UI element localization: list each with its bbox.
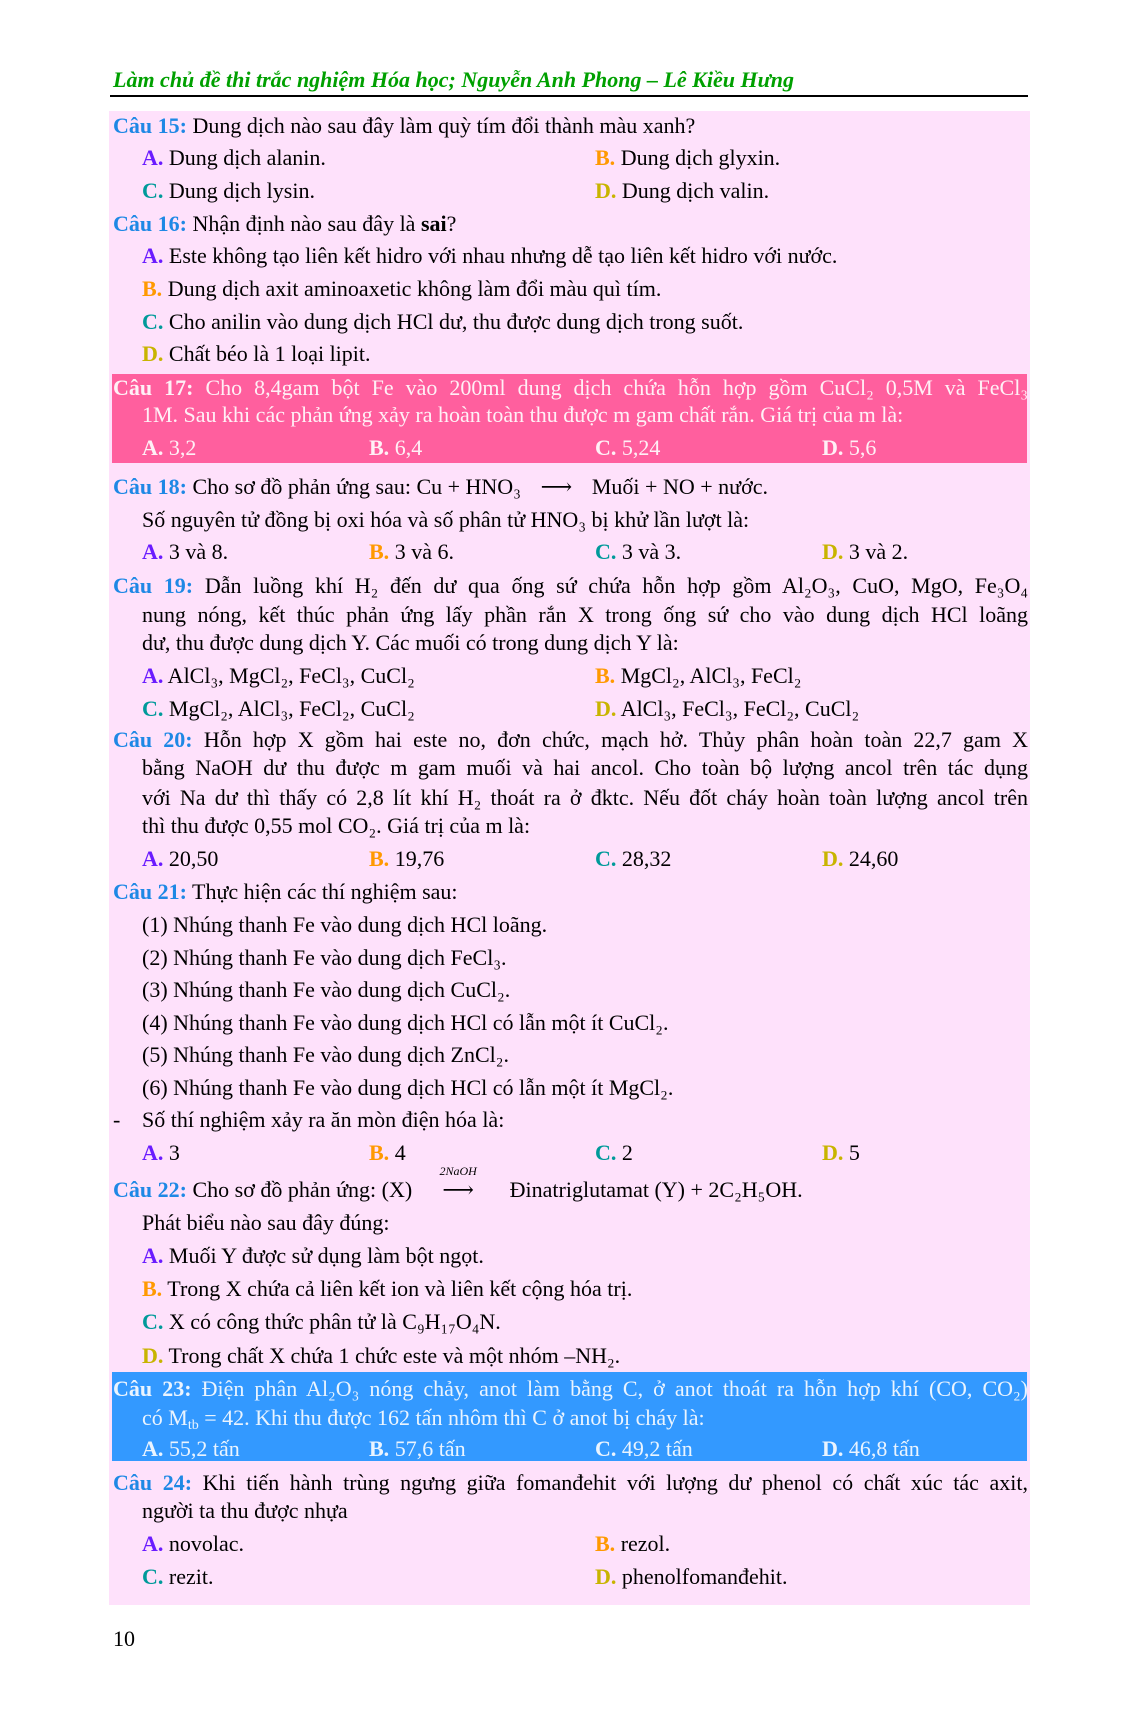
q22-option-b: [142, 1273, 632, 1305]
q23-option-d: [822, 1433, 920, 1465]
option-key: B.: [369, 1140, 390, 1165]
option-key: B.: [369, 846, 390, 871]
question-label: Câu 15:: [113, 113, 187, 138]
option-key: C.: [595, 435, 617, 460]
option-text: 5,6: [843, 435, 877, 460]
q18-stem-line-2: Số nguyên tử đồng bị oxi hóa và số phân tử HNO₃ bị khử lần lượt là:: [142, 507, 750, 532]
option-key: D.: [595, 696, 617, 721]
q19-option-a: [142, 660, 415, 692]
option-text: rezol.: [615, 1531, 671, 1556]
option-key: A.: [142, 846, 164, 871]
q19-stem-line-1: [113, 570, 1028, 602]
option-text: 3 và 3.: [616, 539, 682, 564]
option-text: 46,8 tấn: [843, 1436, 920, 1461]
option-text: X có công thức phân tử là C₉H₁₇O₄N.: [163, 1309, 501, 1334]
q18-option-b: [369, 536, 454, 568]
option-key: D.: [822, 539, 844, 564]
q16-option-b: [142, 273, 661, 305]
option-key: A.: [142, 1436, 164, 1461]
option-key: D.: [822, 1140, 844, 1165]
reaction-arrow: [412, 1164, 504, 1206]
option-text: Cho anilin vào dung dịch HCl dư, thu được dung dịch trong suốt.: [163, 309, 744, 334]
option-key: C.: [142, 178, 164, 203]
q15-option-b: [595, 142, 780, 174]
question-text: Cho sơ đồ phản ứng: (X): [186, 1177, 413, 1202]
q20-option-b: [369, 843, 444, 875]
option-key: D.: [142, 341, 164, 366]
q23-option-b: [369, 1433, 466, 1465]
option-text: 20,50: [163, 846, 219, 871]
q23-stem-line-1: [113, 1373, 1028, 1405]
q18-option-d: [822, 536, 908, 568]
option-text: Chất béo là 1 loại lipit.: [163, 341, 371, 366]
question-text: Nhận định nào sau đây là: [186, 211, 421, 236]
reaction-arrow-icon: ⟶: [540, 474, 573, 499]
q17-stem-line-2: 1M. Sau khi các phản ứng xảy ra hoàn toàn thu được m gam chất rắn. Giá trị của m là:: [142, 402, 904, 427]
q15-stem: [113, 110, 695, 142]
running-header: Làm chủ đề thi trắc nghiệm Hóa học; Nguyễn Anh Phong – Lê Kiều Hưng: [113, 67, 794, 92]
q21-option-d: [822, 1137, 860, 1169]
option-text: 3 và 6.: [389, 539, 454, 564]
q22-stem-line-2: Phát biểu nào sau đây đúng:: [142, 1210, 390, 1235]
question-text: Điện phân Al₂O₃ nóng chảy, anot làm bằng C, ở anot thoát ra hỗn hợp khí (CO, CO₂): [191, 1376, 1029, 1401]
option-text: Dung dịch valin.: [616, 178, 770, 203]
q18-option-a: [142, 536, 228, 568]
option-text: 5: [843, 1140, 860, 1165]
option-text: 3 và 8.: [163, 539, 229, 564]
option-text: novolac.: [163, 1531, 245, 1556]
q20-option-d: [822, 843, 898, 875]
option-text: 28,32: [616, 846, 672, 871]
q17-option-b: [369, 432, 422, 464]
question-label: Câu 19:: [113, 573, 194, 598]
question-label: Câu 24:: [113, 1470, 193, 1495]
option-key: C.: [595, 1436, 617, 1461]
option-key: D.: [822, 435, 844, 460]
question-text: Cho 8,4gam bột Fe vào 200ml dung dịch chứa hỗn hợp gồm CuCl₂ 0,5M và FeCl₃: [193, 375, 1029, 400]
option-text: Dung dịch alanin.: [163, 145, 326, 170]
q24-option-a: [142, 1528, 244, 1560]
option-key: C.: [142, 1564, 164, 1589]
question-text: Hỗn hợp X gồm hai este no, đơn chức, mạch hở. Thủy phân hoàn toàn 22,7 gam X: [192, 727, 1028, 752]
q16-stem: [113, 208, 456, 240]
q21-item: (6) Nhúng thanh Fe vào dung dịch HCl có lẫn một ít MgCl₂.: [142, 1075, 674, 1100]
q21-item: (4) Nhúng thanh Fe vào dung dịch HCl có lẫn một ít CuCl₂.: [142, 1010, 669, 1035]
option-key: A.: [142, 435, 164, 460]
q19-stem-line-2: nung nóng, kết thúc phản ứng lấy phần rắn X trong ống sứ cho vào dung dịch HCl loãng: [142, 602, 1028, 627]
q15-option-c: [142, 175, 315, 207]
option-key: B.: [595, 145, 616, 170]
q20-stem-line-4: thì thu được 0,55 mol CO₂. Giá trị của m là:: [142, 813, 531, 838]
question-text: = 42. Khi thu được 162 tấn nhôm thì C ở anot bị cháy là:: [198, 1405, 705, 1430]
option-text: Muối Y được sử dụng làm bột ngọt.: [163, 1243, 484, 1268]
q17-option-d: [822, 432, 876, 464]
option-key: C.: [595, 539, 617, 564]
option-key: A.: [142, 1243, 164, 1268]
option-key: C.: [142, 309, 164, 334]
option-text: Dung dịch axit aminoaxetic không làm đổi màu quì tím.: [162, 276, 662, 301]
question-label: Câu 16:: [113, 211, 187, 236]
q15-option-d: [595, 175, 769, 207]
q18-option-c: [595, 536, 681, 568]
option-text: Dung dịch lysin.: [163, 178, 315, 203]
option-text: AlCl₃, FeCl₃, FeCl₂, CuCl₂: [616, 696, 860, 721]
q22-stem: [113, 1164, 803, 1206]
option-text: 3: [163, 1140, 180, 1165]
option-key: B.: [595, 1531, 616, 1556]
q15-option-a: [142, 142, 326, 174]
option-key: B.: [142, 1276, 163, 1301]
question-label: Câu 21:: [113, 879, 187, 904]
q20-option-c: [595, 843, 671, 875]
option-text: 19,76: [389, 846, 445, 871]
question-text: Muối + NO + nước.: [586, 474, 768, 499]
option-key: B.: [595, 663, 616, 688]
option-text: Trong chất X chứa 1 chức este và một nhóm –NH₂.: [163, 1343, 621, 1368]
q21-item: (5) Nhúng thanh Fe vào dung dịch ZnCl₂.: [142, 1042, 509, 1067]
question-label: Câu 18:: [113, 474, 187, 499]
option-text: 49,2 tấn: [616, 1436, 693, 1461]
q23-option-a: [142, 1433, 240, 1465]
option-key: D.: [595, 178, 617, 203]
q24-stem-line-2: người ta thu được nhựa: [142, 1498, 348, 1523]
q21-item: (1) Nhúng thanh Fe vào dung dịch HCl loãng.: [142, 912, 548, 937]
question-text: Đinatriglutamat (Y) + 2C₂H₅OH.: [504, 1177, 803, 1202]
page-number: 10: [113, 1626, 135, 1651]
q17-option-c: [595, 432, 660, 464]
arrow-label: 2NaOH: [439, 1164, 477, 1178]
option-text: Este không tạo liên kết hidro với nhau nhưng dễ tạo liên kết hidro với nước.: [163, 243, 838, 268]
option-text: 55,2 tấn: [163, 1436, 240, 1461]
option-text: 2: [616, 1140, 633, 1165]
q22-option-c: [142, 1306, 501, 1338]
q21-bullet: -: [113, 1107, 121, 1132]
option-key: A.: [142, 1140, 164, 1165]
option-key: A.: [142, 1531, 164, 1556]
q23-option-c: [595, 1433, 693, 1465]
q22-option-d: [142, 1340, 620, 1372]
q22-option-a: [142, 1240, 484, 1272]
option-text: 3,2: [163, 435, 197, 460]
option-key: D.: [142, 1343, 164, 1368]
question-text: có M: [142, 1405, 188, 1430]
q21-item: (3) Nhúng thanh Fe vào dung dịch CuCl₂.: [142, 977, 511, 1002]
option-key: D.: [822, 1436, 844, 1461]
q20-option-a: [142, 843, 218, 875]
q19-option-b: [595, 660, 801, 692]
q21-item: (2) Nhúng thanh Fe vào dung dịch FeCl₃.: [142, 945, 507, 970]
q21-option-c: [595, 1137, 633, 1169]
q21-option-a: [142, 1137, 180, 1169]
option-key: C.: [595, 1140, 617, 1165]
q19-stem-line-3: dư, thu được dung dịch Y. Các muối có trong dung dịch Y là:: [142, 630, 679, 655]
q19-option-d: [595, 693, 859, 725]
q24-option-d: [595, 1561, 787, 1593]
q23-stem-line-2: [142, 1402, 705, 1434]
option-text: 4: [389, 1140, 406, 1165]
question-emphasis: sai: [420, 211, 447, 236]
option-key: D.: [822, 846, 844, 871]
header-rule: [110, 95, 1028, 97]
option-text: MgCl₂, AlCl₃, FeCl₂: [615, 663, 802, 688]
option-key: D.: [595, 1564, 617, 1589]
q16-option-a: [142, 240, 837, 272]
option-text: 3 và 2.: [843, 539, 909, 564]
q16-option-d: [142, 338, 371, 370]
q21-option-b: [369, 1137, 406, 1169]
question-label: Câu 23:: [113, 1376, 192, 1401]
option-text: 5,24: [616, 435, 661, 460]
option-key: C.: [595, 846, 617, 871]
q21-stem: [113, 876, 458, 908]
option-text: AlCl₃, MgCl₂, FeCl₃, CuCl₂: [163, 663, 415, 688]
subscript: tb: [187, 1418, 199, 1433]
option-text: Trong X chứa cả liên kết ion và liên kết cộng hóa trị.: [162, 1276, 633, 1301]
question-text: Khi tiến hành trùng ngưng giữa fomanđehit với lượng dư phenol có chất xúc tác axit,: [192, 1470, 1028, 1495]
q19-option-c: [142, 693, 415, 725]
question-label: Câu 20:: [113, 727, 193, 752]
option-key: A.: [142, 663, 164, 688]
q16-option-c: [142, 306, 743, 338]
option-key: C.: [142, 696, 164, 721]
option-key: B.: [369, 435, 390, 460]
reaction-arrow-icon: ⟶: [442, 1177, 474, 1202]
q24-option-b: [595, 1528, 670, 1560]
question-text: Cho sơ đồ phản ứng sau: Cu + HNO₃: [186, 474, 527, 499]
option-key: A.: [142, 243, 164, 268]
q21-question: Số thí nghiệm xảy ra ăn mòn điện hóa là:: [142, 1107, 505, 1132]
option-text: phenolfomanđehit.: [616, 1564, 788, 1589]
option-text: 24,60: [843, 846, 899, 871]
option-text: 57,6 tấn: [389, 1436, 466, 1461]
option-key: A.: [142, 539, 164, 564]
question-text: Thực hiện các thí nghiệm sau:: [186, 879, 458, 904]
option-key: C.: [142, 1309, 164, 1334]
option-text: rezit.: [163, 1564, 214, 1589]
q18-stem: [113, 471, 768, 503]
q20-stem-line-3: với Na dư thì thấy có 2,8 lít khí H₂ thoát ra ở đktc. Nếu đốt cháy hoàn toàn lượng ancol trên: [142, 785, 1028, 810]
question-text: Dung dịch nào sau đây làm quỳ tím đổi thành màu xanh?: [186, 113, 696, 138]
option-key: B.: [142, 276, 163, 301]
question-text: ?: [446, 211, 457, 236]
question-text: Dẫn luồng khí H₂ đến dư qua ống sứ chứa hỗn hợp gồm Al₂O₃, CuO, MgO, Fe₃O₄: [193, 573, 1029, 598]
option-text: 6,4: [389, 435, 423, 460]
question-label: Câu 22:: [113, 1177, 187, 1202]
question-label: Câu 17:: [113, 375, 194, 400]
q24-option-c: [142, 1561, 213, 1593]
option-text: Dung dịch glyxin.: [615, 145, 781, 170]
q20-stem-line-2: bằng NaOH dư thu được m gam muối và hai ancol. Cho toàn bộ lượng ancol trên tác dụng: [142, 755, 1028, 780]
q17-option-a: [142, 432, 196, 464]
option-text: MgCl₂, AlCl₃, FeCl₂, CuCl₂: [163, 696, 415, 721]
option-key: A.: [142, 145, 164, 170]
option-key: B.: [369, 539, 390, 564]
option-key: B.: [369, 1436, 390, 1461]
